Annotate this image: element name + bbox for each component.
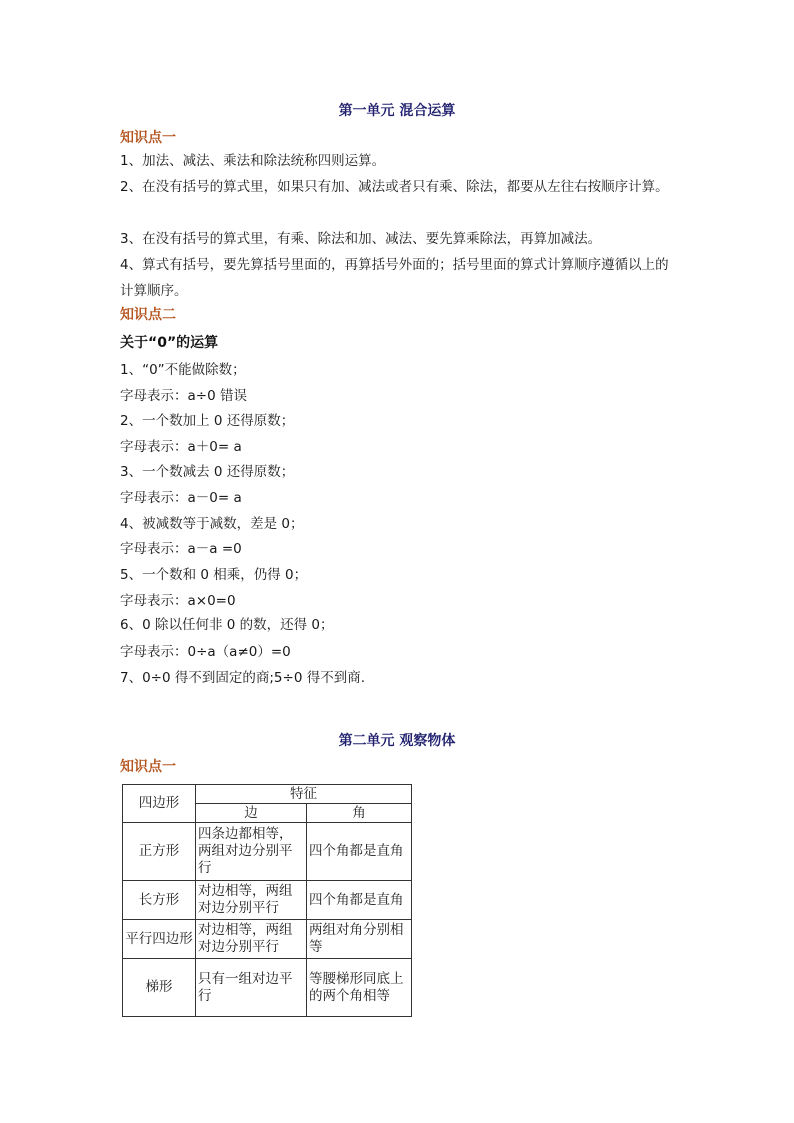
shape-cell: 平行四边形	[123, 920, 196, 959]
zero-rule-3: 3、一个数减去 0 还得原数；	[120, 464, 295, 480]
zero-rule-7: 7、0÷0 得不到固定的商;5÷0 得不到商.	[120, 670, 365, 686]
unit1-kp1-heading: 知识点一	[120, 130, 176, 146]
angle-cell: 四个角都是直角	[307, 881, 412, 920]
side-cell: 只有一组对边平行	[196, 959, 307, 1017]
zero-rule-1: 1、“0”不能做除数；	[120, 362, 246, 378]
unit1-kp1-item-1: 1、加法、减法、乘法和除法统称四则运算。	[120, 153, 386, 169]
unit1-kp2-heading: 知识点二	[120, 307, 176, 323]
zero-rule-1-formula: 字母表示：a÷0 错误	[120, 388, 247, 404]
zero-rule-4-formula: 字母表示：a－a =0	[120, 541, 242, 557]
table-row	[123, 920, 412, 959]
zero-rule-6-formula: 字母表示：0÷a（a≠0）=0	[120, 644, 291, 660]
unit1-title: 第一单元 混合运算	[338, 103, 456, 119]
zero-rule-2-formula: 字母表示：a＋0= a	[120, 439, 242, 455]
side-cell: 四条边都相等，两组对边分别平行	[196, 823, 307, 881]
unit2-kp1-heading: 知识点一	[120, 759, 176, 775]
shape-cell: 梯形	[123, 959, 196, 1017]
zero-rule-6: 6、0 除以任何非 0 的数，还得 0；	[120, 617, 334, 633]
table-header-row	[123, 785, 412, 804]
table-row	[123, 881, 412, 920]
unit1-kp1-item-2: 2、在没有括号的算式里，如果只有加、减法或者只有乘、除法，都要从左往右按顺序计算。	[120, 179, 669, 195]
unit1-kp1-item-4: 4、算式有括号，要先算括号里面的，再算括号外面的；括号里面的算式计算顺序遵循以上的计算顺序。	[120, 257, 669, 299]
angle-cell: 等腰梯形同底上的两个角相等	[307, 959, 412, 1017]
zero-rule-4: 4、被减数等于减数，差是 0；	[120, 516, 304, 532]
zero-rule-5-formula: 字母表示：a×0=0	[120, 593, 236, 609]
table-row	[123, 823, 412, 881]
side-cell: 对边相等，两组对边分别平行	[196, 920, 307, 959]
zero-rule-2: 2、一个数加上 0 还得原数；	[120, 413, 295, 429]
side-cell: 对边相等，两组对边分别平行	[196, 881, 307, 920]
quadrilateral-feature-table	[122, 784, 412, 1017]
zero-rule-5: 5、一个数和 0 相乘，仍得 0；	[120, 567, 308, 583]
header-side-cell: 边	[196, 804, 307, 823]
zero-rule-3-formula: 字母表示：a－0= a	[120, 490, 242, 506]
angle-cell: 四个角都是直角	[307, 823, 412, 881]
unit2-title: 第二单元 观察物体	[338, 733, 456, 749]
table-row	[123, 959, 412, 1017]
header-shape-cell: 四边形	[123, 785, 196, 823]
shape-cell: 正方形	[123, 823, 196, 881]
angle-cell: 两组对角分别相等	[307, 920, 412, 959]
header-feature-cell: 特征	[196, 785, 412, 804]
header-angle-cell: 角	[307, 804, 412, 823]
unit1-kp1-item-3: 3、在没有括号的算式里，有乘、除法和加、减法、要先算乘除法，再算加减法。	[120, 231, 602, 247]
shape-cell: 长方形	[123, 881, 196, 920]
zero-operations-subheading: 关于“0”的运算	[120, 335, 219, 351]
